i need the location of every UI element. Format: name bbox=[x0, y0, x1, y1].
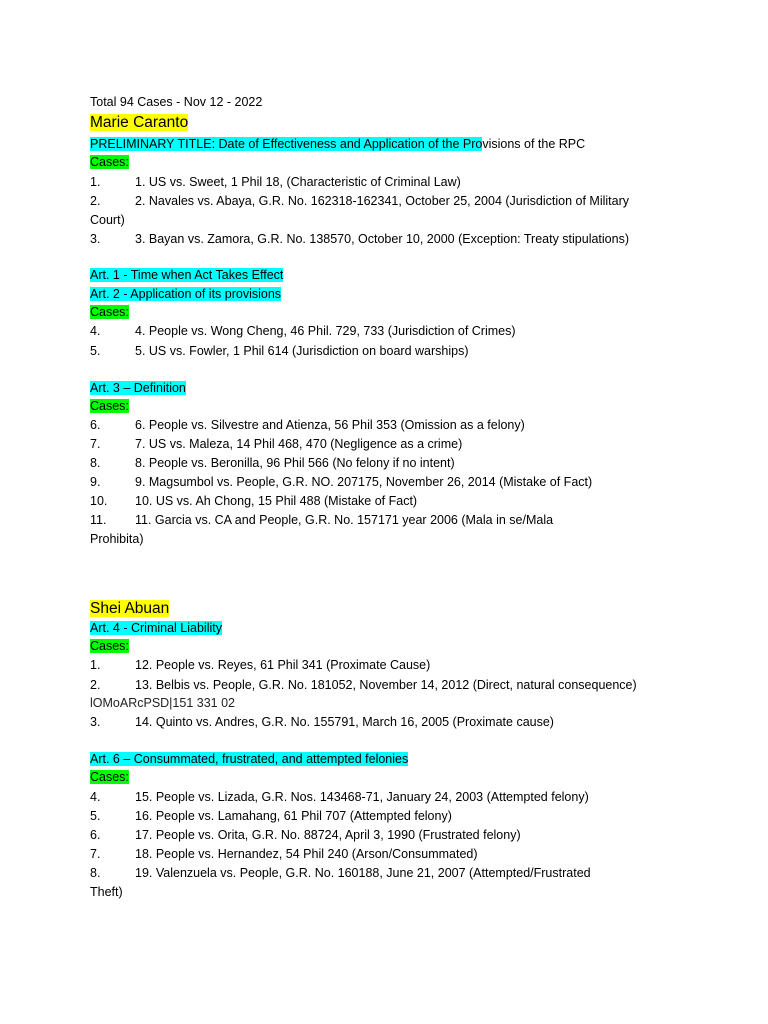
section-marie bbox=[90, 113, 188, 132]
case-text: 1. US vs. Sweet, 1 Phil 18, (Characteristic of Criminal Law) bbox=[135, 175, 461, 189]
case-text: 15. People vs. Lizada, G.R. Nos. 143468-71, January 24, 2003 (Attempted felony) bbox=[135, 790, 589, 804]
preliminary-title-highlight: PRELIMINARY TITLE: Date of Effectiveness and Application of the Pro bbox=[90, 137, 483, 151]
case-number: 6. bbox=[90, 828, 101, 842]
case-text: 11. Garcia vs. CA and People, G.R. No. 157171 year 2006 (Mala in se/Mala bbox=[135, 513, 554, 527]
case-text: 10. US vs. Ah Chong, 15 Phil 488 (Mistake of Fact) bbox=[135, 494, 418, 508]
cases-label bbox=[90, 769, 129, 785]
cases-label-text: Cases: bbox=[90, 770, 129, 784]
case-number: 7. bbox=[90, 437, 101, 451]
cases-label bbox=[90, 154, 129, 170]
preliminary-title-rest: visions of the RPC bbox=[482, 137, 586, 151]
article-2-heading: Art. 2 - Application of its provisions bbox=[90, 287, 282, 301]
article-1-heading: Art. 1 - Time when Act Takes Effect bbox=[90, 268, 284, 282]
case-number: 10. bbox=[90, 494, 108, 508]
article-heading bbox=[90, 620, 222, 636]
case-number: 5. bbox=[90, 344, 101, 358]
cases-label-text: Cases: bbox=[90, 155, 129, 169]
section-shei bbox=[90, 599, 169, 618]
case-text: 19. Valenzuela vs. People, G.R. No. 160188, June 21, 2007 (Attempted/Frustrated bbox=[135, 866, 591, 880]
case-number: 8. bbox=[90, 456, 101, 470]
cases-label-text: Cases: bbox=[90, 639, 129, 653]
case-text: 18. People vs. Hernandez, 54 Phil 240 (Arson/Consummated) bbox=[135, 847, 478, 861]
case-number: 3. bbox=[90, 232, 101, 246]
case-text-continued: Prohibita) bbox=[90, 532, 144, 546]
cases-label bbox=[90, 398, 129, 414]
article-heading bbox=[90, 267, 283, 283]
cases-label-text: Cases: bbox=[90, 305, 129, 319]
article-6-heading: Art. 6 – Consummated, frustrated, and attempted felonies bbox=[90, 752, 409, 766]
cases-label-text: Cases: bbox=[90, 399, 129, 413]
article-heading bbox=[90, 380, 186, 396]
case-number: 4. bbox=[90, 790, 101, 804]
case-number: 11. bbox=[90, 513, 107, 527]
case-text: 16. People vs. Lamahang, 61 Phil 707 (Attempted felony) bbox=[135, 809, 452, 823]
case-number: 9. bbox=[90, 475, 101, 489]
presenter-name: Shei Abuan bbox=[90, 600, 170, 617]
case-text: 8. People vs. Beronilla, 96 Phil 566 (No felony if no intent) bbox=[135, 456, 455, 470]
preliminary-title bbox=[90, 136, 585, 152]
case-text: 7. US vs. Maleza, 14 Phil 468, 470 (Negligence as a crime) bbox=[135, 437, 463, 451]
case-number: 1. bbox=[90, 658, 101, 672]
presenter-name: Marie Caranto bbox=[90, 114, 189, 131]
article-heading bbox=[90, 751, 408, 767]
case-text: 5. US vs. Fowler, 1 Phil 614 (Jurisdiction on board warships) bbox=[135, 344, 469, 358]
article-4-heading: Art. 4 - Criminal Liability bbox=[90, 621, 222, 635]
case-text: 2. Navales vs. Abaya, G.R. No. 162318-162341, October 25, 2004 (Jurisdiction of Military bbox=[135, 194, 630, 208]
case-number: 1. bbox=[90, 175, 101, 189]
cases-label bbox=[90, 304, 129, 320]
case-text: 14. Quinto vs. Andres, G.R. No. 155791, March 16, 2005 (Proximate cause) bbox=[135, 715, 554, 729]
case-number: 2. bbox=[90, 194, 101, 208]
watermark-line: lOMoARcPSD|151 331 02 bbox=[90, 696, 235, 710]
cases-label bbox=[90, 638, 129, 654]
case-number: 3. bbox=[90, 715, 101, 729]
case-number: 6. bbox=[90, 418, 101, 432]
case-text: 3. Bayan vs. Zamora, G.R. No. 138570, October 10, 2000 (Exception: Treaty stipulations) bbox=[135, 232, 630, 246]
case-text: 9. Magsumbol vs. People, G.R. NO. 207175, November 26, 2014 (Mistake of Fact) bbox=[135, 475, 593, 489]
case-text-continued: Court) bbox=[90, 213, 125, 227]
case-number: 7. bbox=[90, 847, 101, 861]
case-text: 4. People vs. Wong Cheng, 46 Phil. 729, 733 (Jurisdiction of Crimes) bbox=[135, 324, 516, 338]
case-text: 17. People vs. Orita, G.R. No. 88724, April 3, 1990 (Frustrated felony) bbox=[135, 828, 521, 842]
case-text: 6. People vs. Silvestre and Atienza, 56 Phil 353 (Omission as a felony) bbox=[135, 418, 525, 432]
case-text: 13. Belbis vs. People, G.R. No. 181052, November 14, 2012 (Direct, natural consequence) bbox=[135, 678, 637, 692]
article-3-heading: Art. 3 – Definition bbox=[90, 381, 186, 395]
case-text-continued: Theft) bbox=[90, 885, 123, 899]
case-text: 12. People vs. Reyes, 61 Phil 341 (Proximate Cause) bbox=[135, 658, 431, 672]
article-heading bbox=[90, 286, 281, 302]
case-number: 5. bbox=[90, 809, 101, 823]
case-number: 8. bbox=[90, 866, 101, 880]
document-header: Total 94 Cases - Nov 12 - 2022 bbox=[90, 95, 263, 109]
case-number: 2. bbox=[90, 678, 101, 692]
case-number: 4. bbox=[90, 324, 101, 338]
